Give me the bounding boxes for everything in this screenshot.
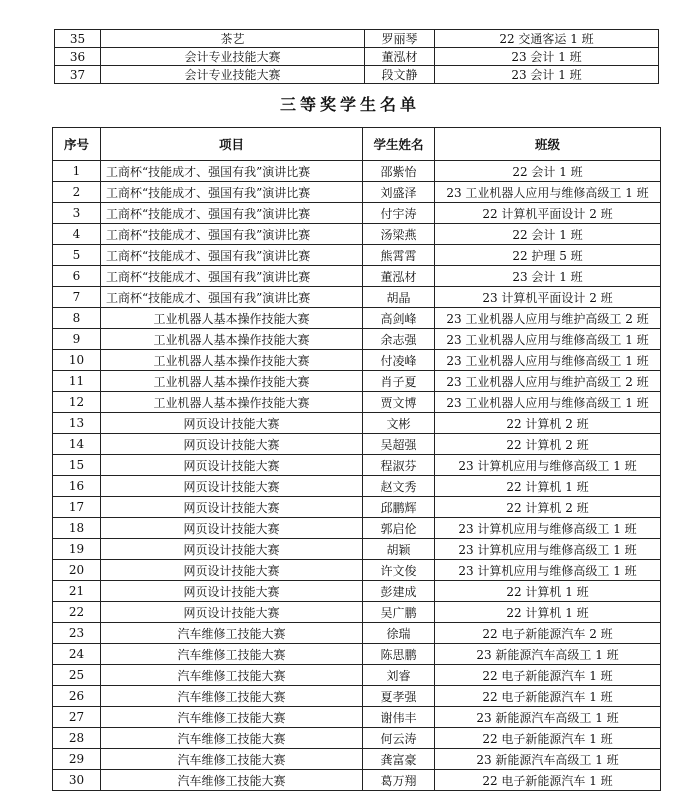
- cell-no: 15: [53, 455, 101, 476]
- cell-student-name: 付凌峰: [363, 350, 435, 371]
- cell-no: 24: [53, 644, 101, 665]
- table-row: [55, 48, 659, 66]
- table-row: [53, 497, 661, 518]
- cell-no: 20: [53, 560, 101, 581]
- cell-no: 27: [53, 707, 101, 728]
- cell-no: 6: [53, 266, 101, 287]
- cell-no: 11: [53, 371, 101, 392]
- cell-project: 网页设计技能大赛: [101, 560, 363, 581]
- cell-project: 网页设计技能大赛: [101, 455, 363, 476]
- cell-class: 23 计算机平面设计 2 班: [435, 287, 661, 308]
- cell-project: 网页设计技能大赛: [101, 476, 363, 497]
- table-row: [53, 602, 661, 623]
- cell-project: 网页设计技能大赛: [101, 602, 363, 623]
- cell-student-name: 何云涛: [363, 728, 435, 749]
- cell-no: 35: [55, 30, 101, 48]
- cell-project: 汽车维修工技能大赛: [101, 728, 363, 749]
- cell-project: 网页设计技能大赛: [101, 518, 363, 539]
- cell-student-name: 肖子夏: [363, 371, 435, 392]
- cell-no: 22: [53, 602, 101, 623]
- cell-student-name: 吴广鹏: [363, 602, 435, 623]
- cell-class: 23 新能源汽车高级工 1 班: [435, 644, 661, 665]
- cell-project: 工业机器人基本操作技能大赛: [101, 371, 363, 392]
- header-row: [53, 128, 661, 161]
- cell-student-name: 段文静: [365, 66, 435, 84]
- cell-class: 22 护理 5 班: [435, 245, 661, 266]
- cell-project: 汽车维修工技能大赛: [101, 749, 363, 770]
- cell-class: 23 工业机器人应用与维修高级工 1 班: [435, 182, 661, 203]
- table-row: [53, 266, 661, 287]
- table-row: [53, 371, 661, 392]
- cell-no: 26: [53, 686, 101, 707]
- cell-class: 23 新能源汽车高级工 1 班: [435, 749, 661, 770]
- cell-no: 13: [53, 413, 101, 434]
- table-row: [53, 770, 661, 791]
- cell-class: 22 电子新能源汽车 1 班: [435, 770, 661, 791]
- cell-student-name: 刘盛泽: [363, 182, 435, 203]
- table-row: [53, 245, 661, 266]
- cell-no: 17: [53, 497, 101, 518]
- cell-no: 10: [53, 350, 101, 371]
- cell-student-name: 余志强: [363, 329, 435, 350]
- cell-project: 工商杯“技能成才、强国有我”演讲比赛: [101, 182, 363, 203]
- cell-project: 网页设计技能大赛: [101, 434, 363, 455]
- table-row: [55, 66, 659, 84]
- cell-student-name: 徐瑞: [363, 623, 435, 644]
- cell-project: 汽车维修工技能大赛: [101, 623, 363, 644]
- cell-no: 1: [53, 161, 101, 182]
- cell-student-name: 付宇涛: [363, 203, 435, 224]
- table-row: [53, 518, 661, 539]
- table-row: [53, 476, 661, 497]
- cell-student-name: 吴超强: [363, 434, 435, 455]
- cell-student-name: 贾文博: [363, 392, 435, 413]
- table-row: [53, 413, 661, 434]
- cell-project: 工商杯“技能成才、强国有我”演讲比赛: [101, 203, 363, 224]
- cell-project: 工商杯“技能成才、强国有我”演讲比赛: [101, 161, 363, 182]
- cell-no: 7: [53, 287, 101, 308]
- cell-no: 14: [53, 434, 101, 455]
- cell-project: 茶艺: [101, 30, 365, 48]
- cell-project: 工业机器人基本操作技能大赛: [101, 308, 363, 329]
- table-row: [53, 686, 661, 707]
- cell-class: 22 计算机 2 班: [435, 434, 661, 455]
- table-row: [53, 455, 661, 476]
- cell-student-name: 汤梁燕: [363, 224, 435, 245]
- cell-class: 22 计算机 1 班: [435, 602, 661, 623]
- cell-class: 22 电子新能源汽车 2 班: [435, 623, 661, 644]
- cell-project: 网页设计技能大赛: [101, 413, 363, 434]
- cell-student-name: 谢伟丰: [363, 707, 435, 728]
- cell-student-name: 高剑峰: [363, 308, 435, 329]
- cell-class: 23 计算机应用与维修高级工 1 班: [435, 539, 661, 560]
- cell-class: 23 会计 1 班: [435, 66, 659, 84]
- cell-class: 22 计算机 2 班: [435, 497, 661, 518]
- cell-student-name: 文彬: [363, 413, 435, 434]
- cell-no: 23: [53, 623, 101, 644]
- cell-class: 22 会计 1 班: [435, 161, 661, 182]
- table-row: [53, 581, 661, 602]
- cell-no: 28: [53, 728, 101, 749]
- cell-project: 工商杯“技能成才、强国有我”演讲比赛: [101, 245, 363, 266]
- table-row: [53, 329, 661, 350]
- cell-project: 汽车维修工技能大赛: [101, 707, 363, 728]
- table-row: [55, 30, 659, 48]
- table-row: [53, 749, 661, 770]
- cell-no: 4: [53, 224, 101, 245]
- cell-class: 23 工业机器人应用与维修高级工 1 班: [435, 392, 661, 413]
- table-row: [53, 224, 661, 245]
- cell-no: 29: [53, 749, 101, 770]
- cell-project: 汽车维修工技能大赛: [101, 644, 363, 665]
- cell-class: 22 计算机 1 班: [435, 476, 661, 497]
- cell-student-name: 夏孝强: [363, 686, 435, 707]
- cell-student-name: 刘睿: [363, 665, 435, 686]
- cell-class: 23 新能源汽车高级工 1 班: [435, 707, 661, 728]
- cell-class: 23 会计 1 班: [435, 48, 659, 66]
- cell-project: 工业机器人基本操作技能大赛: [101, 392, 363, 413]
- cell-student-name: 胡晶: [363, 287, 435, 308]
- cell-class: 22 电子新能源汽车 1 班: [435, 665, 661, 686]
- cell-project: 工商杯“技能成才、强国有我”演讲比赛: [101, 266, 363, 287]
- cell-project: 会计专业技能大赛: [101, 48, 365, 66]
- cell-class: 22 计算机 2 班: [435, 413, 661, 434]
- cell-student-name: 赵文秀: [363, 476, 435, 497]
- cell-student-name: 熊霄霄: [363, 245, 435, 266]
- cell-student-name: 龚富豪: [363, 749, 435, 770]
- table-row: [53, 434, 661, 455]
- cell-class: 23 计算机应用与维修高级工 1 班: [435, 455, 661, 476]
- table-row: [53, 728, 661, 749]
- table-row: [53, 707, 661, 728]
- cell-class: 22 电子新能源汽车 1 班: [435, 728, 661, 749]
- cell-class: 23 工业机器人应用与维修高级工 1 班: [435, 350, 661, 371]
- cell-project: 网页设计技能大赛: [101, 581, 363, 602]
- cell-project: 汽车维修工技能大赛: [101, 770, 363, 791]
- table-row: [53, 644, 661, 665]
- cell-project: 工商杯“技能成才、强国有我”演讲比赛: [101, 287, 363, 308]
- cell-student-name: 程淑芬: [363, 455, 435, 476]
- cell-no: 18: [53, 518, 101, 539]
- cell-class: 22 计算机 1 班: [435, 581, 661, 602]
- table-row: [53, 665, 661, 686]
- header-name: 学生姓名: [363, 128, 435, 161]
- table-row: [53, 287, 661, 308]
- cell-class: 22 会计 1 班: [435, 224, 661, 245]
- header-class: 班级: [435, 128, 661, 161]
- table-row: [53, 308, 661, 329]
- cell-class: 23 计算机应用与维修高级工 1 班: [435, 560, 661, 581]
- previous-award-table-continued: [54, 29, 659, 84]
- cell-student-name: 许文俊: [363, 560, 435, 581]
- cell-no: 30: [53, 770, 101, 791]
- table-row: [53, 392, 661, 413]
- table-row: [53, 560, 661, 581]
- cell-class: 23 工业机器人应用与维护高级工 2 班: [435, 371, 661, 392]
- cell-no: 2: [53, 182, 101, 203]
- cell-class: 22 电子新能源汽车 1 班: [435, 686, 661, 707]
- cell-student-name: 陈思鹏: [363, 644, 435, 665]
- cell-student-name: 郭启伦: [363, 518, 435, 539]
- third-prize-table: [52, 127, 661, 791]
- cell-no: 3: [53, 203, 101, 224]
- cell-no: 19: [53, 539, 101, 560]
- header-project: 项目: [101, 128, 363, 161]
- table-row: [53, 350, 661, 371]
- cell-student-name: 彭建成: [363, 581, 435, 602]
- cell-class: 22 交通客运 1 班: [435, 30, 659, 48]
- cell-no: 5: [53, 245, 101, 266]
- cell-project: 网页设计技能大赛: [101, 497, 363, 518]
- cell-student-name: 邱鹏辉: [363, 497, 435, 518]
- cell-class: 23 工业机器人应用与维修高级工 1 班: [435, 329, 661, 350]
- cell-project: 网页设计技能大赛: [101, 539, 363, 560]
- cell-no: 21: [53, 581, 101, 602]
- table-row: [53, 161, 661, 182]
- cell-student-name: 邵紫怡: [363, 161, 435, 182]
- table-row: [53, 623, 661, 644]
- table-row: [53, 203, 661, 224]
- cell-project: 会计专业技能大赛: [101, 66, 365, 84]
- cell-class: 23 计算机应用与维修高级工 1 班: [435, 518, 661, 539]
- cell-project: 工业机器人基本操作技能大赛: [101, 329, 363, 350]
- cell-no: 12: [53, 392, 101, 413]
- cell-no: 8: [53, 308, 101, 329]
- cell-project: 汽车维修工技能大赛: [101, 686, 363, 707]
- cell-student-name: 罗丽琴: [365, 30, 435, 48]
- table-row: [53, 539, 661, 560]
- cell-no: 37: [55, 66, 101, 84]
- third-prize-section-title: 三等奖学生名单: [279, 95, 420, 114]
- cell-no: 16: [53, 476, 101, 497]
- cell-student-name: 董泓材: [363, 266, 435, 287]
- cell-no: 25: [53, 665, 101, 686]
- cell-project: 工业机器人基本操作技能大赛: [101, 350, 363, 371]
- cell-student-name: 葛万翔: [363, 770, 435, 791]
- cell-no: 36: [55, 48, 101, 66]
- cell-project: 工商杯“技能成才、强国有我”演讲比赛: [101, 224, 363, 245]
- table-row: [53, 182, 661, 203]
- cell-class: 23 会计 1 班: [435, 266, 661, 287]
- cell-class: 22 计算机平面设计 2 班: [435, 203, 661, 224]
- cell-class: 23 工业机器人应用与维护高级工 2 班: [435, 308, 661, 329]
- header-no: 序号: [53, 128, 101, 161]
- cell-student-name: 董泓材: [365, 48, 435, 66]
- cell-no: 9: [53, 329, 101, 350]
- cell-project: 汽车维修工技能大赛: [101, 665, 363, 686]
- cell-student-name: 胡颖: [363, 539, 435, 560]
